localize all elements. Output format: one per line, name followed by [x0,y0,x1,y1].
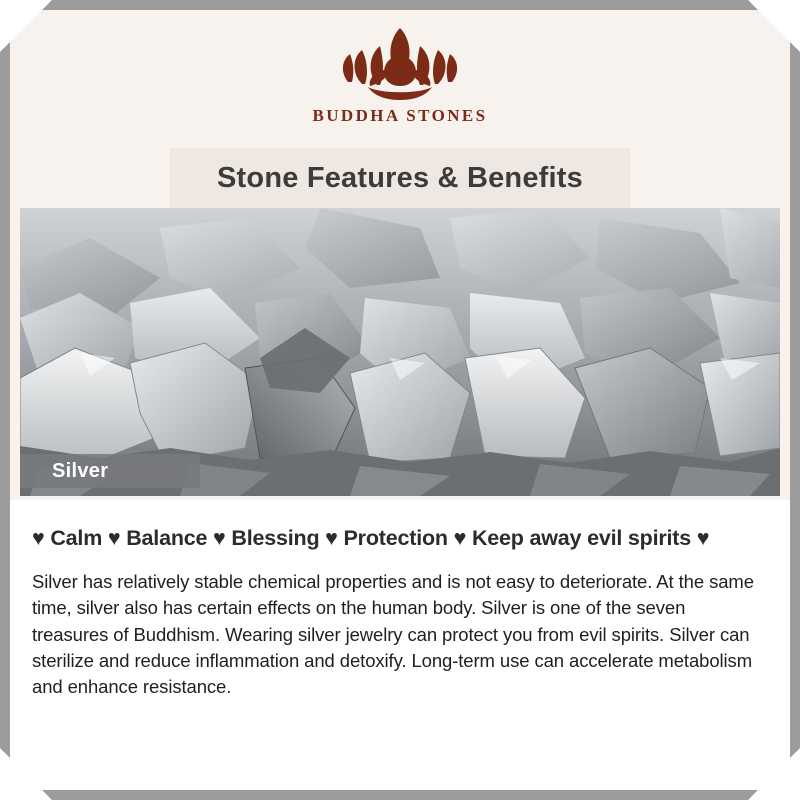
title-ribbon-right [630,148,790,208]
page-title: Stone Features & Benefits [217,161,583,194]
poster-content [10,10,790,790]
title-bar [10,148,790,208]
stone-name-badge: Silver [20,454,200,488]
body-panel [10,500,790,790]
brand-name: BUDDHA STONES [312,106,488,125]
corner-notch-top-left [0,0,52,52]
hero-image [20,208,780,496]
lotus-meditating-buddha-icon [330,24,470,104]
description-text: Silver has relatively stable chemical properties and is not easy to deteriorate. At the same time, silver also has certain effects on the human body. Silver is one of the seven treasures of Buddhism. Wearing silver jewelry can protect you from evil spirits. Silver can sterilize and reduce inflammation and detoxify. Long-term use can accelerate metabolism and enhance resistance. [32,571,754,698]
corner-notch-bottom-right [748,748,800,800]
corner-notch-top-right [748,0,800,52]
title-ribbon-left [10,148,170,208]
corner-notch-bottom-left [0,748,52,800]
benefits-line: ♥ Calm ♥ Balance ♥ Blessing ♥ Protection ♥ Keep away evil spirits ♥ [32,526,710,550]
brand-header [10,10,790,145]
